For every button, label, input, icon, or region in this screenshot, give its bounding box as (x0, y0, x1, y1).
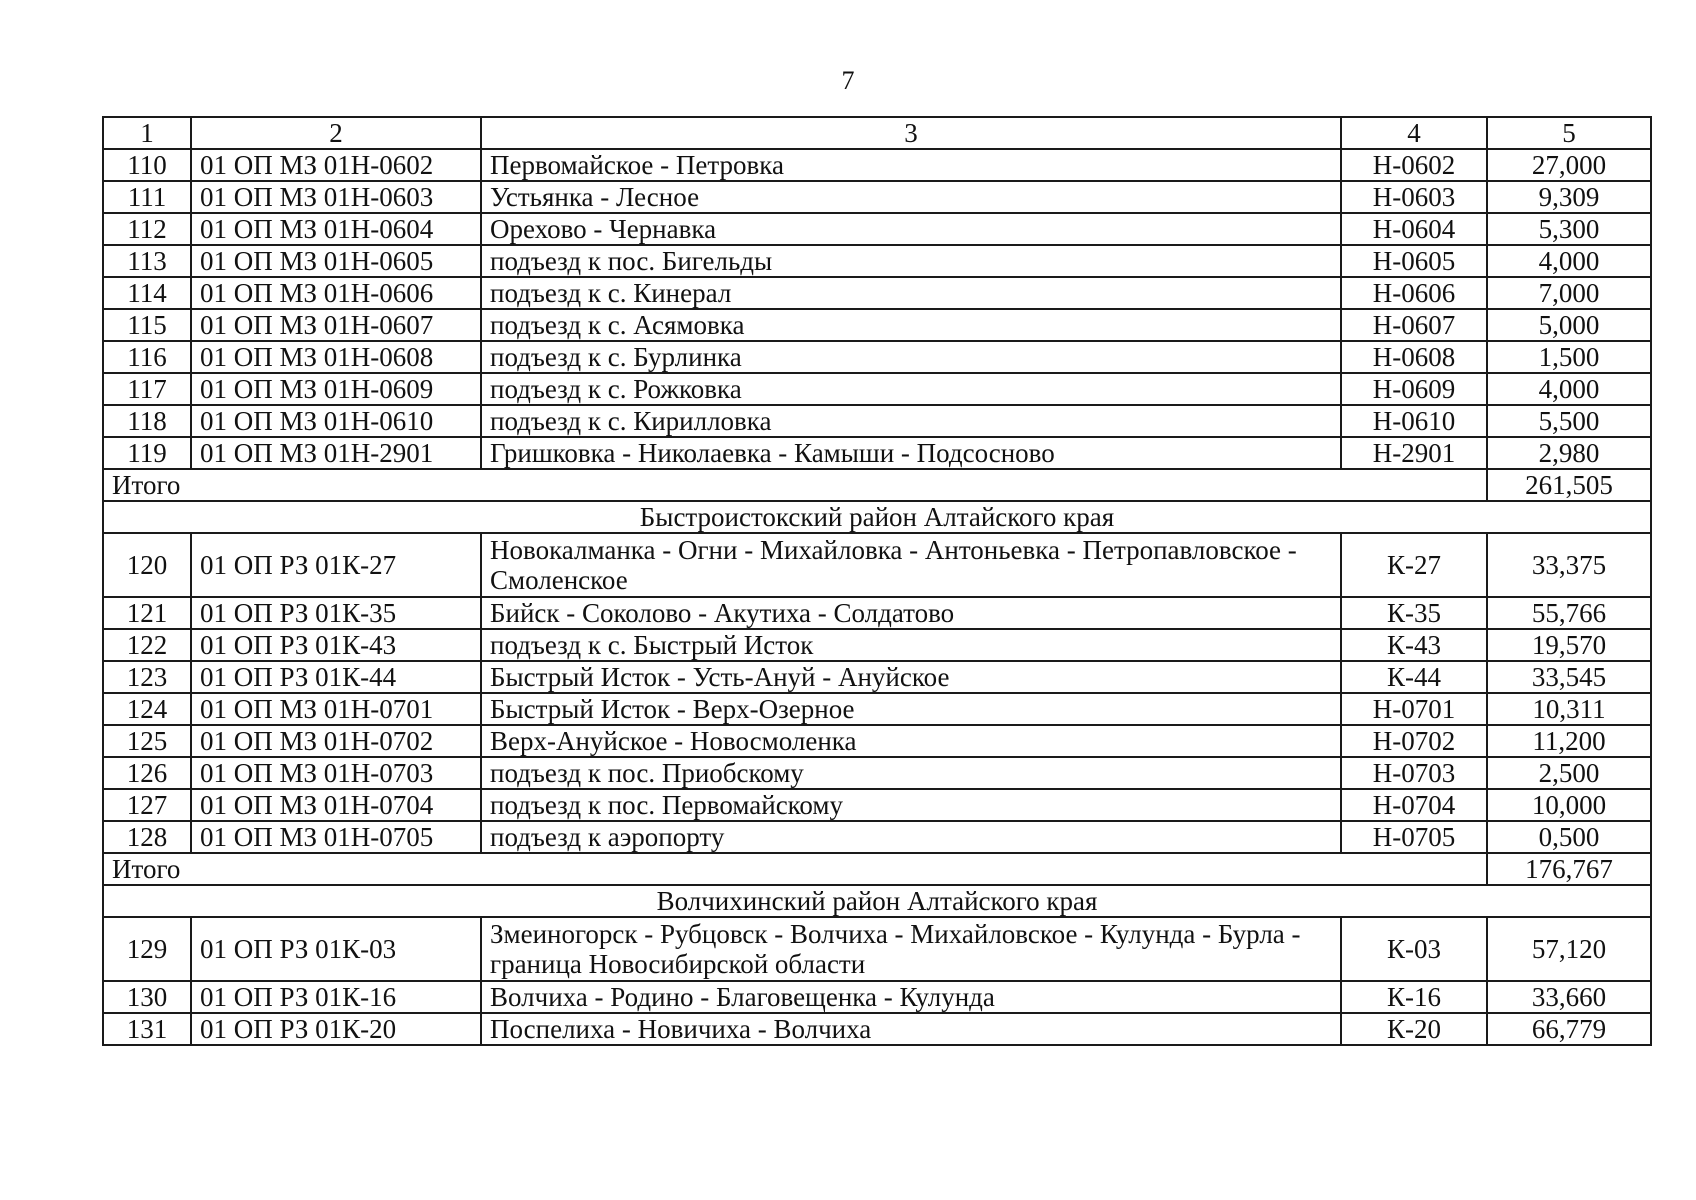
road-name: подъезд к пос. Приобскому (481, 757, 1341, 789)
table-row (103, 341, 1651, 373)
road-id: Н-0701 (1341, 693, 1487, 725)
total-value: 176,767 (1487, 853, 1651, 885)
road-code: 01 ОП МЗ 01Н-0609 (191, 373, 481, 405)
road-code: 01 ОП МЗ 01Н-0605 (191, 245, 481, 277)
road-code: 01 ОП РЗ 01К-20 (191, 1013, 481, 1045)
road-length: 10,311 (1487, 693, 1651, 725)
road-length: 33,375 (1487, 533, 1651, 597)
header-cell-4: 4 (1341, 117, 1487, 149)
section-title: Волчихинский район Алтайского края (103, 885, 1651, 917)
table-row (103, 309, 1651, 341)
header-cell-2: 2 (191, 117, 481, 149)
road-name: подъезд к пос. Первомайскому (481, 789, 1341, 821)
road-code: 01 ОП МЗ 01Н-2901 (191, 437, 481, 469)
row-number: 115 (103, 309, 191, 341)
road-name: подъезд к с. Кирилловка (481, 405, 1341, 437)
road-code: 01 ОП МЗ 01Н-0610 (191, 405, 481, 437)
table-row (103, 1013, 1651, 1045)
row-number: 129 (103, 917, 191, 981)
road-name: подъезд к с. Рожковка (481, 373, 1341, 405)
road-id: Н-0602 (1341, 149, 1487, 181)
table-row (103, 789, 1651, 821)
road-id: К-27 (1341, 533, 1487, 597)
total-label: Итого (103, 469, 1487, 501)
table-row (103, 917, 1651, 981)
road-code: 01 ОП МЗ 01Н-0701 (191, 693, 481, 725)
road-length: 11,200 (1487, 725, 1651, 757)
road-length: 1,500 (1487, 341, 1651, 373)
row-number: 111 (103, 181, 191, 213)
road-code: 01 ОП РЗ 01К-43 (191, 629, 481, 661)
road-length: 27,000 (1487, 149, 1651, 181)
total-row (103, 469, 1651, 501)
road-id: К-16 (1341, 981, 1487, 1013)
road-name: Змеиногорск - Рубцовск - Волчиха - Михайловское - Кулунда - Бурла - граница Новосибирской области (481, 917, 1341, 981)
road-length: 9,309 (1487, 181, 1651, 213)
road-id: Н-0607 (1341, 309, 1487, 341)
road-code: 01 ОП МЗ 01Н-0602 (191, 149, 481, 181)
road-length: 5,000 (1487, 309, 1651, 341)
table-row (103, 981, 1651, 1013)
road-length: 5,500 (1487, 405, 1651, 437)
road-name: Поспелиха - Новичиха - Волчиха (481, 1013, 1341, 1045)
road-name: подъезд к с. Асямовка (481, 309, 1341, 341)
road-name: Волчиха - Родино - Благовещенка - Кулунда (481, 981, 1341, 1013)
road-length: 2,500 (1487, 757, 1651, 789)
table-row (103, 693, 1651, 725)
road-name: подъезд к аэропорту (481, 821, 1341, 853)
road-id: К-43 (1341, 629, 1487, 661)
road-name: подъезд к пос. Бигельды (481, 245, 1341, 277)
road-length: 5,300 (1487, 213, 1651, 245)
road-length: 0,500 (1487, 821, 1651, 853)
road-code: 01 ОП МЗ 01Н-0607 (191, 309, 481, 341)
total-row (103, 853, 1651, 885)
road-id: К-03 (1341, 917, 1487, 981)
road-code: 01 ОП МЗ 01Н-0703 (191, 757, 481, 789)
road-id: Н-0604 (1341, 213, 1487, 245)
table-row (103, 661, 1651, 693)
row-number: 113 (103, 245, 191, 277)
section-row (103, 501, 1651, 533)
table-row (103, 245, 1651, 277)
road-name: Устьянка - Лесное (481, 181, 1341, 213)
road-length: 19,570 (1487, 629, 1651, 661)
row-number: 124 (103, 693, 191, 725)
road-code: 01 ОП РЗ 01К-44 (191, 661, 481, 693)
road-id: Н-0603 (1341, 181, 1487, 213)
road-length: 57,120 (1487, 917, 1651, 981)
table-row (103, 405, 1651, 437)
row-number: 126 (103, 757, 191, 789)
road-name: Бийск - Соколово - Акутиха - Солдатово (481, 597, 1341, 629)
table-row (103, 149, 1651, 181)
road-length: 33,660 (1487, 981, 1651, 1013)
row-number: 127 (103, 789, 191, 821)
row-number: 123 (103, 661, 191, 693)
row-number: 120 (103, 533, 191, 597)
row-number: 116 (103, 341, 191, 373)
table-row (103, 277, 1651, 309)
road-code: 01 ОП МЗ 01Н-0704 (191, 789, 481, 821)
road-code: 01 ОП МЗ 01Н-0702 (191, 725, 481, 757)
road-code: 01 ОП РЗ 01К-16 (191, 981, 481, 1013)
road-id: Н-0704 (1341, 789, 1487, 821)
road-length: 2,980 (1487, 437, 1651, 469)
table-row (103, 629, 1651, 661)
road-name: Быстрый Исток - Усть-Ануй - Ануйское (481, 661, 1341, 693)
road-code: 01 ОП РЗ 01К-35 (191, 597, 481, 629)
table-row (103, 821, 1651, 853)
table-row (103, 533, 1651, 597)
header-cell-5: 5 (1487, 117, 1651, 149)
table-row (103, 597, 1651, 629)
row-number: 114 (103, 277, 191, 309)
header-cell-3: 3 (481, 117, 1341, 149)
row-number: 121 (103, 597, 191, 629)
table-row (103, 181, 1651, 213)
road-code: 01 ОП РЗ 01К-03 (191, 917, 481, 981)
road-id: Н-0705 (1341, 821, 1487, 853)
row-number: 122 (103, 629, 191, 661)
total-label: Итого (103, 853, 1487, 885)
row-number: 110 (103, 149, 191, 181)
road-code: 01 ОП РЗ 01К-27 (191, 533, 481, 597)
road-id: К-35 (1341, 597, 1487, 629)
table-row (103, 437, 1651, 469)
total-value: 261,505 (1487, 469, 1651, 501)
table-row (103, 213, 1651, 245)
row-number: 112 (103, 213, 191, 245)
road-code: 01 ОП МЗ 01Н-0603 (191, 181, 481, 213)
row-number: 130 (103, 981, 191, 1013)
table-row (103, 373, 1651, 405)
road-id: Н-0609 (1341, 373, 1487, 405)
road-id: Н-2901 (1341, 437, 1487, 469)
road-code: 01 ОП МЗ 01Н-0705 (191, 821, 481, 853)
road-length: 7,000 (1487, 277, 1651, 309)
road-code: 01 ОП МЗ 01Н-0604 (191, 213, 481, 245)
road-id: Н-0610 (1341, 405, 1487, 437)
road-name: Орехово - Чернавка (481, 213, 1341, 245)
section-row (103, 885, 1651, 917)
table-row (103, 725, 1651, 757)
road-length: 66,779 (1487, 1013, 1651, 1045)
road-length: 4,000 (1487, 373, 1651, 405)
road-name: Быстрый Исток - Верх-Озерное (481, 693, 1341, 725)
road-length: 55,766 (1487, 597, 1651, 629)
road-code: 01 ОП МЗ 01Н-0608 (191, 341, 481, 373)
road-length: 10,000 (1487, 789, 1651, 821)
road-name: Гришковка - Николаевка - Камыши - Подсосново (481, 437, 1341, 469)
row-number: 128 (103, 821, 191, 853)
road-name: подъезд к с. Бурлинка (481, 341, 1341, 373)
row-number: 117 (103, 373, 191, 405)
road-name: Новокалманка - Огни - Михайловка - Антоньевка - Петропавловское - Смоленское (481, 533, 1341, 597)
road-id: Н-0702 (1341, 725, 1487, 757)
road-id: Н-0605 (1341, 245, 1487, 277)
road-name: Верх-Ануйское - Новосмоленка (481, 725, 1341, 757)
road-id: К-20 (1341, 1013, 1487, 1045)
road-name: Первомайское - Петровка (481, 149, 1341, 181)
road-id: Н-0608 (1341, 341, 1487, 373)
road-code: 01 ОП МЗ 01Н-0606 (191, 277, 481, 309)
road-id: К-44 (1341, 661, 1487, 693)
header-cell-1: 1 (103, 117, 191, 149)
road-name: подъезд к с. Быстрый Исток (481, 629, 1341, 661)
table-row (103, 757, 1651, 789)
row-number: 131 (103, 1013, 191, 1045)
table-body (103, 117, 1651, 1045)
row-number: 125 (103, 725, 191, 757)
row-number: 118 (103, 405, 191, 437)
row-number: 119 (103, 437, 191, 469)
page-number: 7 (841, 66, 855, 95)
section-title: Быстроистокский район Алтайского края (103, 501, 1651, 533)
road-name: подъезд к с. Кинерал (481, 277, 1341, 309)
roads-table (102, 116, 1652, 1046)
road-length: 4,000 (1487, 245, 1651, 277)
road-id: Н-0606 (1341, 277, 1487, 309)
road-id: Н-0703 (1341, 757, 1487, 789)
road-length: 33,545 (1487, 661, 1651, 693)
header-row (103, 117, 1651, 149)
